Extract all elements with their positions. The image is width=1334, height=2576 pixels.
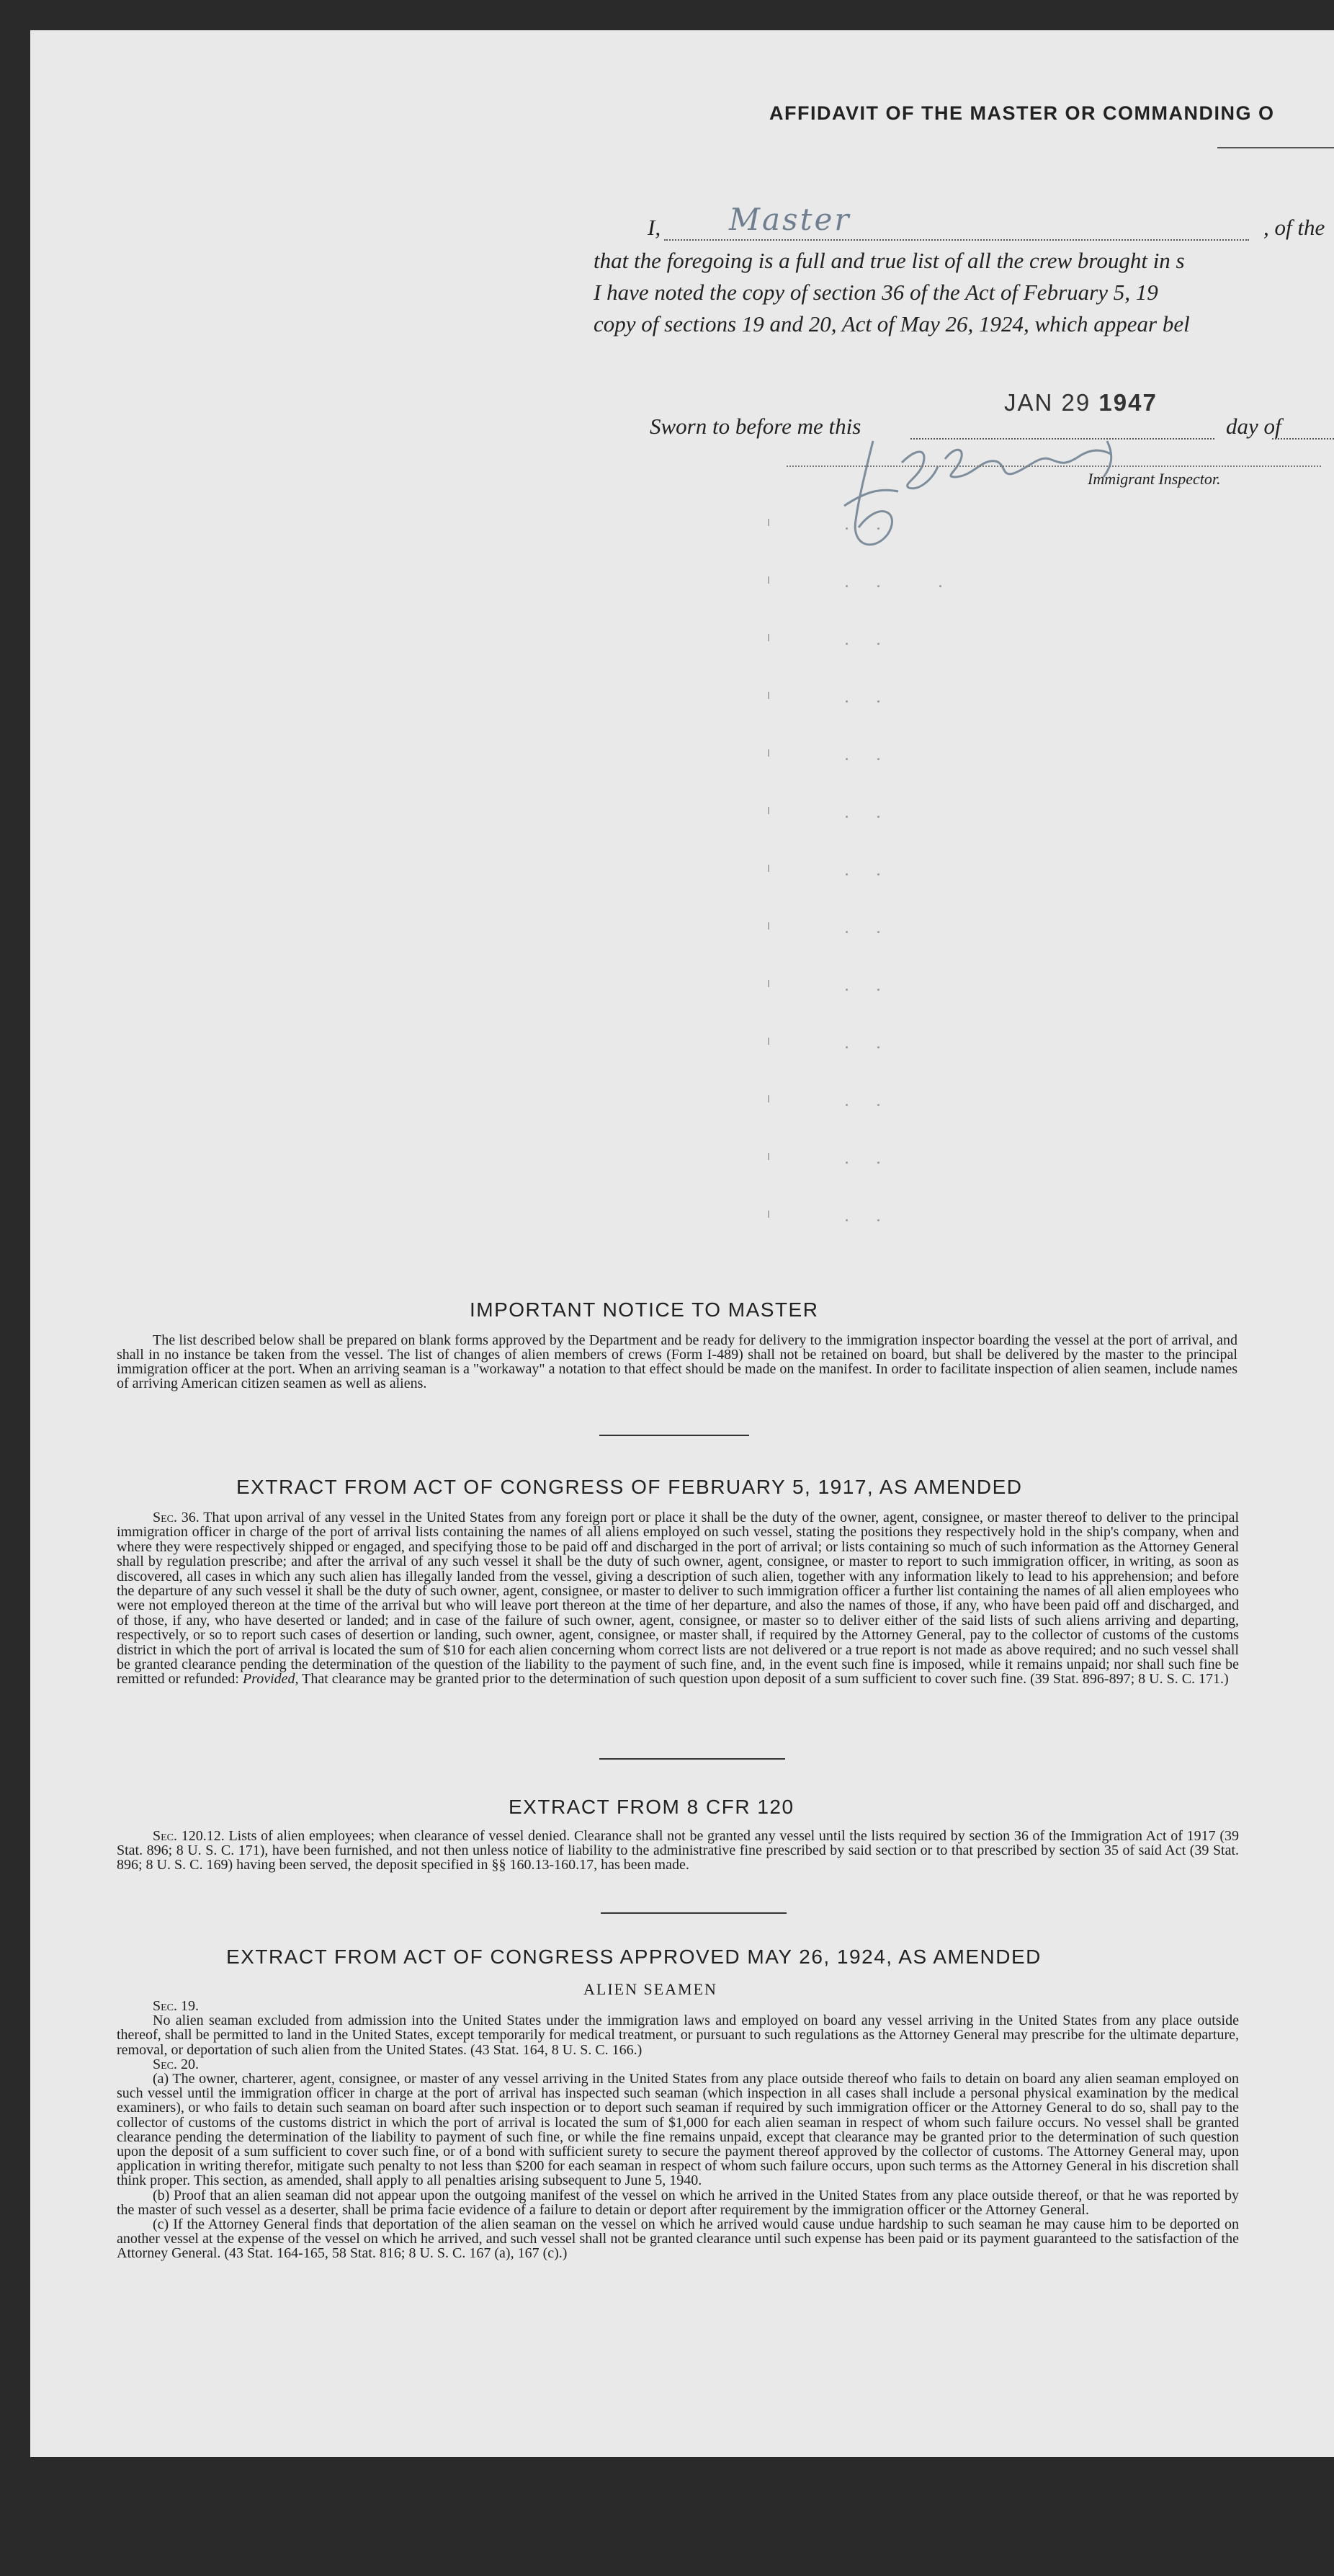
act-1917-section-36 <box>117 1510 1239 1687</box>
affidavit-line-3: I have noted the copy of section 36 of the Act of February 5, 19 <box>594 280 1158 305</box>
section-text-end: That clearance may be granted prior to the determination of such question upon deposit of a sum sufficient to cover such fine. (39 Stat. 896-897; 8 U. S. C. 171.) <box>302 1671 1229 1688</box>
signature-line <box>787 465 1321 467</box>
heading-underline <box>1217 147 1334 148</box>
document-page <box>30 30 1334 2457</box>
cfr-section-120-12 <box>117 1829 1239 1872</box>
provided-word: Provided, <box>242 1671 299 1688</box>
notice-body: The list described below shall be prepared on blank forms approved by the Department and be ready for delivery to the immigration inspector boarding the vessel at the port of arrival, and shall in no instance be taken from the vessel. The list of changes of alien members of crews (Form I-489) shall not be retained on board, but shall be delivered by the master to the principal immigration officer at the port. When an arriving seaman is a "workaway" a notation to that effect should be made on the manifest. In order to facilitate inspection of alien seamen, include names of arriving American citizen seamen as well as aliens. <box>117 1332 1237 1391</box>
section-text: That upon arrival of any vessel in the United States from any foreign port or place it shall be the duty of the owner, agent, consignee, or master thereof to deliver to the principal immigration officer in charge of the port of arrival lists containing the names of all aliens employed on such vessel, stating the positions they respectively hold in the ship's company, when and where they were respectively shipped or engaged, and specifying those to be paid off and discharged in the port of arrival; or lists containing so much of such information as the Attorney General shall by regulation prescribe; and after the arrival of any such vessel it shall be the duty of such owner, agent, consignee, or master to report to such immigration officer, in writing, as soon as discovered, all cases in which any such alien has illegally landed from the vessel, giving a description of such alien, together with any information likely to lead to his apprehension; and before the departure of any such vessel it shall be the duty of such owner, agent, consignee, or master to deliver to such immigration officer a further list containing the names of all alien employees who were not employed thereon at the time of the arrival but who will leave port thereon at the time of her departure, and also the names of those, if any, who have been paid off and discharged, and of those, if any, who have deserted or landed; and in case of the failure of such owner, agent, consignee, or master so to deliver either of the said lists of such aliens arriving and departing, respectively, or so to report such cases of desertion or landing, such owner, agent, consignee, or master shall, if required by the Attorney General, pay to the collector of customs of the customs district in which the port of arrival is located the sum of $10 for each alien concerning whom correct lists are not delivered or a true report is not made as above required; and no such vessel shall be granted clearance pending the determination of the question of the liability to the payment of such fine, and, in the event such fine is imposed, while it remains unpaid; nor shall such fine be remitted or refunded: <box>117 1510 1240 1688</box>
section-20b: (b) Proof that an alien seaman did not appear upon the outgoing manifest of the vessel on which he arrived in the United States from any place outside thereof, or that he was reported by the master of such vessel as a deserter, shall be prima facie evidence of a failure to detain or deport after requirement by the immigration officer or the Attorney General. <box>117 2187 1239 2218</box>
fill-in-line <box>664 239 1249 241</box>
affidavit-line-2: that the foregoing is a full and true list of all the crew brought in s <box>594 248 1185 273</box>
date-stamp-year: 1947 <box>1098 389 1158 416</box>
affidavit-line-1-suffix: , of the <box>1263 215 1325 240</box>
notice-heading: IMPORTANT NOTICE TO MASTER <box>470 1298 819 1321</box>
act-1917-heading: EXTRACT FROM ACT OF CONGRESS OF FEBRUARY 5, 1917, AS AMENDED <box>236 1476 1023 1498</box>
section-divider <box>599 1435 749 1436</box>
section-text: Lists of alien employees; when clearance of vessel denied. Clearance shall not be granted any vessel until the lists required by section 36 of the Immigration Act of 1917 (39 Stat. 896; 8 U. S. C. 171), have been furnished, and not then unless notice of liability to the administrative fine prescribed by said section or to that prescribed by section 35 of said Act (39 Stat. 896; 8 U. S. C. 169) having been served, the deposit specified in §§ 160.13-160.17, has been made. <box>117 1828 1239 1873</box>
section-divider <box>601 1912 787 1914</box>
cfr-heading: EXTRACT FROM 8 CFR 120 <box>509 1796 794 1818</box>
day-of-text: day of <box>1226 414 1281 439</box>
section-19 <box>117 1999 1239 2057</box>
affidavit-heading: AFFIDAVIT OF THE MASTER OR COMMANDING O <box>769 102 1275 124</box>
date-stamp-month-day: JAN 29 <box>1004 389 1091 416</box>
fill-in-line <box>1272 438 1334 440</box>
affidavit-line-1-prefix: I, <box>648 215 661 240</box>
affidavit-line-4: copy of sections 19 and 20, Act of May 26, 1924, which appear bel <box>594 311 1190 337</box>
alien-seamen-subheading: ALIEN SEAMEN <box>583 1980 717 1998</box>
inspector-label: Immigrant Inspector. <box>1088 470 1221 488</box>
section-divider <box>599 1758 785 1760</box>
sworn-text: Sworn to before me this <box>650 414 861 439</box>
section-label: Sec. 36. <box>153 1510 200 1525</box>
inspector-signature <box>830 419 1204 563</box>
section-label: Sec. 20. <box>153 2056 200 2072</box>
section-text: No alien seaman excluded from admission into the United States under the immigration laws and employed on board any vessel arriving in the United States from any place outside thereof, shall be permitted to land in the United States, except temporarily for medical treatment, or pursuant to such regulations as the Attorney General may prescribe for the ultimate departure, removal, or deportation of such alien from the United States. (43 Stat. 164, 8 U. S. C. 166.) <box>117 2013 1239 2058</box>
section-20a <box>117 2057 1239 2188</box>
section-label: Sec. 19. <box>153 1998 200 2014</box>
handwritten-master-name: Master <box>729 202 851 237</box>
section-text: (a) The owner, charterer, agent, consignee, or master of any vessel arriving in the United States from any place outside thereof who fails to detain on board any alien seaman employed on such vessel until the immigration officer in charge at the port of arrival has inspected such seaman (which inspection in all cases shall include a personal physical examination by the medical examiners), or who fails to detain such seaman on board after such inspection or to deport such seaman if required by such immigration officer or the Attorney General to do so, shall pay to the collector of customs of the customs district in which the port of arrival is located the sum of $1,000 for each alien seaman in respect of whom such failure occurs. No vessel shall be granted clearance pending the determination of the liability to payment of such fine, or while the fine remains unpaid, except that clearance may be granted prior to the determination of such question upon the deposit of a sum sufficient to cover such fine, or of a bond with sufficient surety to secure the payment thereof approved by the collector of customs. The Attorney General may, upon application in writing therefor, mitigate such penalty to not less than $200 for each seaman in respect of whom such failure occurs, upon such terms as the Attorney General in his discretion shall think proper. This section, as amended, shall apply to all penalties arising subsequent to June 5, 1940. <box>117 2071 1239 2189</box>
date-stamp <box>1004 389 1158 416</box>
act-1924-body <box>117 1999 1239 2261</box>
act-1924-heading: EXTRACT FROM ACT OF CONGRESS APPROVED MAY 26, 1924, AS AMENDED <box>226 1946 1042 1968</box>
section-label: Sec. 120.12. <box>153 1828 225 1844</box>
section-20c: (c) If the Attorney General finds that deportation of the alien seaman on the vessel on which he arrived would cause undue hardship to such seaman he may cause him to be deported on another vessel at the expense of the vessel on which he arrived, and such vessel shall not be granted clearance until such expense has been paid or its payment guaranteed to the satisfaction of the Attorney General. (43 Stat. 164-165, 58 Stat. 816; 8 U. S. C. 167 (a), 167 (c).) <box>117 2216 1239 2262</box>
